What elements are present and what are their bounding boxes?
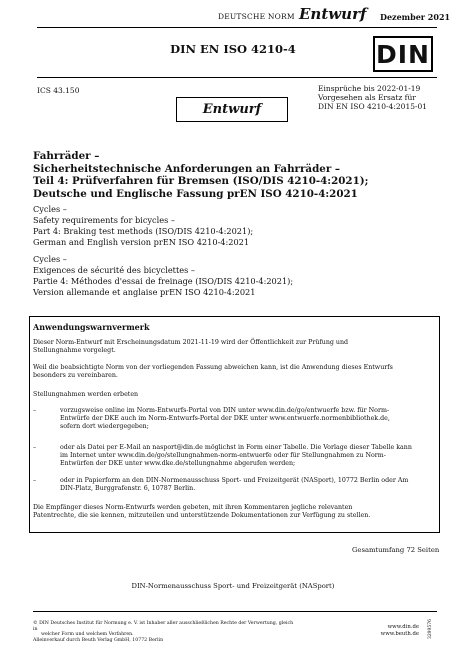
bullet-dash: – [33, 444, 37, 451]
title-de-line: Teil 4: Prüfverfahren für Bremsen (ISO/DIS 4210-4:2021); [33, 175, 369, 187]
notice-line: Weil die beabsichtigte Norm von der vorliegenden Fassung abweichen kann, ist die Anwendung dieses Entwurfs [33, 364, 393, 371]
objection-deadline: Einsprüche bis 2022-01-19 [318, 84, 421, 93]
header-rule [37, 27, 437, 28]
title-en-line: Part 4: Braking test methods (ISO/DIS 4210-4:2021); [33, 226, 254, 236]
doc-number-rule [37, 77, 437, 78]
document-number: DIN EN ISO 4210-4 [170, 42, 296, 56]
copyright-notice [33, 621, 298, 643]
copyright-line: welcher Form und welchem Verfahren. [41, 632, 134, 638]
bullet-line: DIN-Platz, Burggrafenstr. 6, 10787 Berlin. [60, 485, 196, 493]
replacement-note: Vorgesehen als Ersatz für [318, 93, 416, 102]
bullet-line: Entwürfen der DKE unter www.dke.de/stellungnahme abgerufen werden; [60, 460, 296, 468]
notice-line: besonders zu vereinbaren. [33, 372, 118, 380]
notice-paragraph-2 [33, 364, 438, 380]
bullet-line: vorzugsweise online im Norm-Entwurfs-Portal von DIN unter www.din.de/go/entwuerfe bzw. für Norm- [60, 407, 390, 414]
title-english [33, 204, 253, 248]
din-website-link[interactable]: www.din.de [387, 624, 419, 630]
copyright-line: Alleinverkauf durch Beuth Verlag GmbH, 10772 Berlin [33, 637, 164, 643]
footer-rule [33, 611, 437, 612]
beuth-website-link[interactable]: www.beuth.de [380, 631, 419, 637]
notice-paragraph-1 [33, 339, 438, 355]
din-logo [373, 36, 433, 72]
bullet-line: sofern dort wiedergegeben; [60, 423, 149, 431]
notice-paragraph-3: Stellungnahmen werden erbeten [33, 391, 139, 398]
document-id [423, 616, 437, 642]
title-fr-line: Partie 4: Méthodes d'essai de freinage (ISO/DIS 4210-4:2021); [33, 276, 294, 286]
title-de-line: Fahrräder – [33, 150, 100, 162]
bullet-dash: – [33, 407, 37, 414]
notice-bullet-2 [33, 444, 438, 469]
notice-line: Stellungnahme vorgelegt. [33, 347, 116, 355]
notice-bullet-1 [33, 407, 438, 432]
bullet-line: oder als Datei per E-Mail an nasport@din.de möglichst in Form einer Tabelle. Die Vorlage dieser Tabelle kann [60, 444, 412, 451]
document-id-number: 3299576 [427, 618, 433, 640]
draft-stamp-label: Entwurf [202, 102, 262, 117]
notice-bullet-3 [33, 477, 438, 493]
title-fr-line: Exigences de sécurité des bicyclettes – [33, 265, 196, 275]
title-de-line: Deutsche und Englische Fassung prEN ISO 4210-4:2021 [33, 187, 358, 200]
objection-info [318, 84, 427, 111]
title-en-line: Safety requirements for bicycles – [33, 215, 176, 225]
title-en-line: Cycles – [33, 204, 67, 214]
draft-status-label: Entwurf [299, 5, 367, 23]
draft-stamp-box [176, 97, 288, 122]
committee-name: DIN-Normenausschuss Sport- und Freizeitgerät (NASport) [131, 582, 335, 590]
din-logo-text: DIN [376, 39, 430, 69]
notice-heading: Anwendungswarnvermerk [33, 322, 150, 332]
title-fr-line: Cycles – [33, 254, 67, 264]
notice-paragraph-4 [33, 504, 438, 520]
title-de-line: Sicherheitstechnische Anforderungen an Fahrräder – [33, 162, 340, 175]
notice-line: Die Empfänger dieses Norm-Entwurfs werden gebeten, mit ihren Kommentaren jegliche relevanten [33, 504, 353, 511]
title-fr-line: Version allemande et anglaise prEN ISO 4210-4:2021 [33, 287, 256, 297]
footer-urls [337, 624, 419, 638]
copyright-line: © DIN Deutsches Institut für Normung e. V. ist Inhaber aller ausschließlichen Rechte der Verwertung, gleich in [33, 621, 294, 632]
title-german [33, 150, 368, 200]
notice-line: Patentrechte, die sie kennen, mitzuteilen und unterstützende Dokumentationen zur Verfügung zu stellen. [33, 512, 371, 520]
replaced-standard: DIN EN ISO 4210-4:2015-01 [318, 102, 428, 111]
notice-line: Dieser Norm-Entwurf mit Erscheinungsdatum 2021-11-19 wird der Öffentlichkeit zur Prüfung und [33, 339, 349, 346]
total-pages: Gesamtumfang 72 Seiten [352, 546, 440, 554]
standard-org-label: DEUTSCHE NORM [218, 12, 295, 21]
bullet-line: Entwürfe der DKE auch im Norm-Entwurfs-Portal der DKE unter www.entwuerfe.normenbibliothek.de, [60, 415, 390, 423]
bullet-line: oder in Papierform an den DIN-Normenausschuss Sport- und Freizeitgerät (NASport), 10772 Berlin oder Am [60, 477, 409, 484]
bullet-dash: – [33, 477, 37, 484]
publication-date: Dezember 2021 [380, 12, 451, 22]
title-en-line: German and English version prEN ISO 4210-4:2021 [33, 237, 250, 247]
ics-code: ICS 43.150 [37, 86, 80, 95]
bullet-line: im Internet unter www.din.de/go/stellungnahmen-norm-entwuerfe oder für Stellungnahmen zu Norm- [60, 452, 386, 460]
title-french [33, 254, 293, 298]
